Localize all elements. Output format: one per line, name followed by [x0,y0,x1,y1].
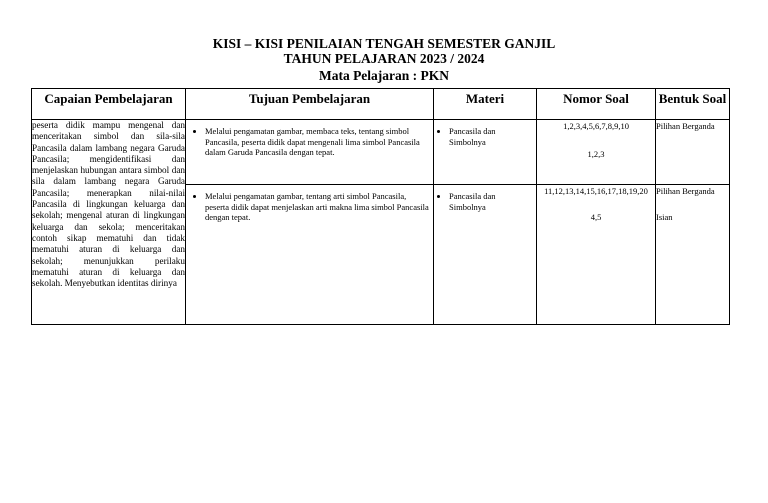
nomor-soal-isian: 4,5 [590,211,602,222]
nomor-soal-cell [537,185,656,325]
materi-item: • Pancasila dan Simbolnya [449,191,534,212]
document-title: KISI – KISI PENILAIAN TENGAH SEMESTER GANJIL [212,36,556,51]
tujuan-item: • Melalui pengamatan gambar, membaca teks, tentang simbol Pancasila, peserta didik dapat mengenali lima simbol Pancasila dalam Garuda Pancasila dengan tepat. [205,126,431,158]
header-bentuk-soal: Bentuk Soal [656,89,730,120]
bentuk-soal-pg: Pilihan Berganda [656,121,715,131]
materi-cell [434,120,537,185]
tujuan-cell [186,185,434,325]
header-row [32,89,730,120]
table-row [32,120,730,185]
subject-line: Mata Pelajaran : PKN [318,68,450,83]
materi-cell [434,185,537,325]
nomor-soal-pg: 1,2,3,4,5,6,7,8,9,10 [563,121,629,131]
tujuan-cell [186,120,434,185]
header-tujuan: Tujuan Pembelajaran [186,89,434,120]
bentuk-soal-isian: Isian [656,211,673,222]
tujuan-item: • Melalui pengamatan gambar, tentang arti simbol Pancasila, peserta didik dapat menjelaskan arti makna lima simbol Pancasila dengan tepat. [205,191,431,223]
bentuk-soal-cell [656,120,730,185]
academic-year: TAHUN PELAJARAN 2023 / 2024 [283,51,485,66]
header-materi: Materi [434,89,537,120]
nomor-soal-pg: 11,12,13,14,15,16,17,18,19,20 [544,186,648,196]
bentuk-soal-pg: Pilihan Berganda [656,186,715,196]
kisi-table [31,88,730,325]
capaian-cell: peserta didik mampu mengenal dan menceritakan simbol dan sila-sila Pancasila dalam lambang negara Garuda Pancasila; mengidentifikasi dan menjelaskan hubungan antara simbol dan sila dalam lambang negara Garuda Pancasila; menerapkan nilai-nilai Pancasila di lingkungan keluarga dan sekolah; mengenal aturan di lingkungan keluarga dan sekola; menceritakan contoh sikap mematuhi dan tidak mematuhi aturan di keluarga dan sekolah; menunjukkan perilaku mematuhi aturan di keluarga dan sekolah. Menyebutkan identitas dirinya [32,120,186,325]
materi-item: • Pancasila dan Simbolnya [449,126,534,147]
header-capaian: Capaian Pembelajaran [32,89,186,120]
header-nomor-soal: Nomor Soal [537,89,656,120]
bentuk-soal-cell [656,185,730,325]
nomor-soal-isian: 1,2,3 [587,148,605,159]
nomor-soal-cell [537,120,656,185]
